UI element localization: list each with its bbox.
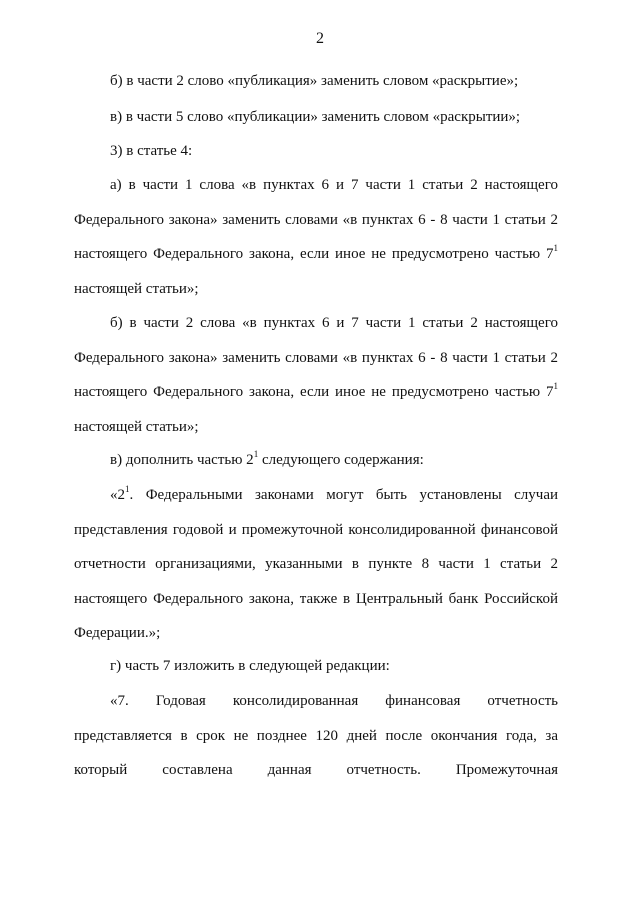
paragraph-text-tail: настоящей статьи»; (74, 280, 199, 297)
paragraph-text-tail: следующего содержания: (258, 452, 424, 468)
paragraph-text: «2 (110, 487, 125, 503)
paragraph-text: а) в части 1 слова «в пунктах 6 и 7 части 1 статьи 2 настоящего Федерального закона» заменить словами «в пунктах 6 - 8 части 1 статьи 2 настоящего Федерального закона, если иное не предусмотрено частью 7 (74, 177, 558, 262)
paragraph-text: «7. Годовая консолидированная финансовая отчетность представляется в срок не позднее 120 дней после окончания года, за который составлена данная отчетность. Промежуточная (74, 693, 558, 778)
paragraph-part7-content (74, 684, 558, 788)
paragraph-part2-1-content (74, 478, 558, 651)
superscript: 1 (553, 243, 558, 253)
paragraph-article4-heading (74, 134, 558, 169)
paragraph-text-tail: . Федеральными законами могут быть установлены случаи представления годовой и промежуточной консолидированной финансовой отчетности организациями, указанными в пункте 8 части 1 статьи 2 настоящего Федерального закона, также в Центральный банк Российской Федерации.»; (74, 487, 558, 641)
superscript: 1 (253, 449, 259, 459)
paragraph-b-part2-words (74, 306, 558, 444)
paragraph-v-part5 (74, 100, 558, 135)
superscript: 1 (553, 381, 558, 391)
paragraph-text: в) в части 5 слово «публикации» заменить словом «раскрытии»; (110, 109, 521, 125)
paragraph-text: г) часть 7 изложить в следующей редакции: (110, 658, 390, 674)
paragraph-g-part7 (74, 649, 558, 684)
paragraph-text: б) в части 2 слово «публикация» заменить словом «раскрытие»; (110, 73, 519, 89)
paragraph-a-part1 (74, 168, 558, 306)
paragraph-text: в) дополнить частью 2 (110, 452, 254, 468)
paragraph-v-add-part (74, 443, 558, 478)
paragraph-text: 3) в статье 4: (110, 143, 193, 159)
paragraph-b-part2 (74, 64, 558, 99)
page-number: 2 (316, 30, 324, 47)
paragraph-text: б) в части 2 слова «в пунктах 6 и 7 части 1 статьи 2 настоящего Федерального закона» заменить словами «в пунктах 6 - 8 части 1 статьи 2 настоящего Федерального закона, если иное не предусмотрено частью 7 (74, 315, 558, 400)
paragraph-text-tail: настоящей статьи»; (74, 418, 199, 435)
superscript: 1 (125, 484, 130, 494)
